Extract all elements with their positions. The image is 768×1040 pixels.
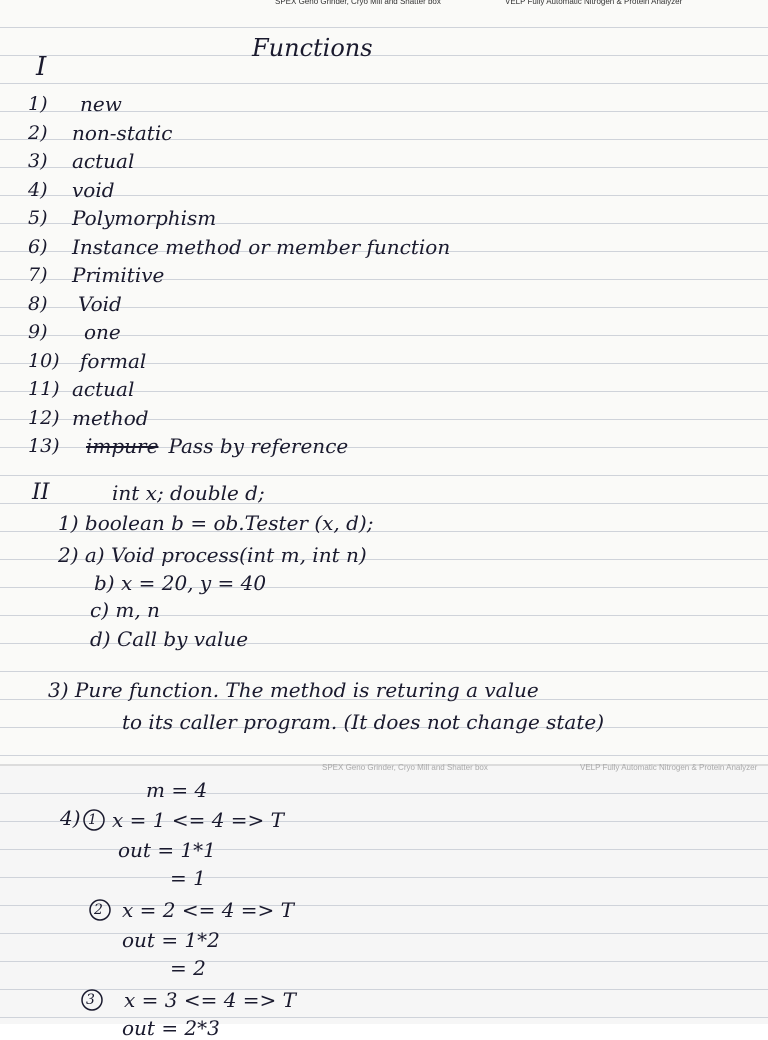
- q2a-answer: 2) a) Void process(int m, int n): [58, 543, 367, 567]
- struck-word: impure: [86, 434, 159, 459]
- page-title: Functions: [252, 34, 373, 62]
- answer-number: 11): [28, 378, 60, 401]
- answer-text: non-static: [72, 120, 173, 145]
- answer-text: one: [84, 320, 121, 345]
- step-1-marker: 1: [88, 812, 97, 828]
- q4-label: 4): [60, 806, 81, 830]
- answer-number: 2): [28, 121, 48, 144]
- q2c-answer: c) m, n: [90, 598, 160, 622]
- notebook-page-2: [0, 763, 768, 1040]
- answer-number: 9): [28, 321, 48, 344]
- answer-number: 5): [28, 207, 48, 230]
- page-header-left: SPEX Geno Grinder, Cryo Mill and Shatter box: [322, 763, 488, 772]
- answer-number: 10): [28, 349, 60, 372]
- answer-text: formal: [80, 348, 147, 373]
- answers-list: [72, 90, 450, 461]
- q2d-answer: d) Call by value: [90, 627, 249, 651]
- answer-text: Primitive: [72, 263, 165, 288]
- answer-text: actual: [72, 149, 135, 174]
- answer-number: 1): [28, 93, 48, 116]
- step-1-result: = 1: [170, 866, 206, 890]
- q3-line-1: 3) Pure function. The method is returing a value: [48, 678, 539, 702]
- step-1-condition: x = 1 <= 4 => T: [112, 808, 285, 832]
- section-i-mark: I: [36, 52, 47, 82]
- section-ii-mark: II: [32, 480, 50, 505]
- answer-text: new: [80, 92, 122, 117]
- step-3-condition: x = 3 <= 4 => T: [124, 988, 297, 1012]
- answer-number: 3): [28, 150, 48, 173]
- step-2-condition: x = 2 <= 4 => T: [122, 898, 295, 922]
- answer-text: Instance method or member function: [72, 234, 451, 259]
- answer-text: actual: [72, 377, 135, 402]
- page-header-left: SPEX Geno Grinder, Cryo Mill and Shatter box: [275, 0, 441, 6]
- answer-number: 7): [28, 264, 48, 287]
- step-3-marker: 3: [86, 992, 95, 1008]
- answer-text: Pass by reference: [168, 434, 349, 459]
- declaration-line: int x; double d;: [112, 481, 265, 505]
- answer-text: void: [72, 177, 115, 202]
- step-1-output: out = 1*1: [118, 838, 216, 862]
- q3-line-2: to its caller program. (It does not change state): [122, 710, 605, 734]
- answer-number: 8): [28, 292, 48, 315]
- page-header-right: VELP Fully Automatic Nitrogen & Protein Analyzer: [505, 0, 683, 6]
- step-2-result: = 2: [170, 956, 206, 980]
- step-2-output: out = 1*2: [122, 928, 220, 952]
- q2b-answer: b) x = 20, y = 40: [94, 571, 267, 595]
- answer-text: Polymorphism: [72, 206, 217, 231]
- page-header-right: VELP Fully Automatic Nitrogen & Protein Analyzer: [580, 763, 758, 772]
- answer-number: 13): [28, 435, 60, 458]
- answer-number: 6): [28, 235, 48, 258]
- step-2-marker: 2: [94, 902, 103, 918]
- answer-text: Void: [78, 291, 122, 316]
- answer-text: method: [72, 405, 149, 430]
- q1-answer: 1) boolean b = ob.Tester (x, d);: [58, 511, 374, 535]
- answer-number: 4): [28, 178, 48, 201]
- step-3-output-partial: out = 2*3: [122, 1016, 220, 1040]
- answer-number: 12): [28, 406, 60, 429]
- m-value-line: m = 4: [146, 778, 208, 802]
